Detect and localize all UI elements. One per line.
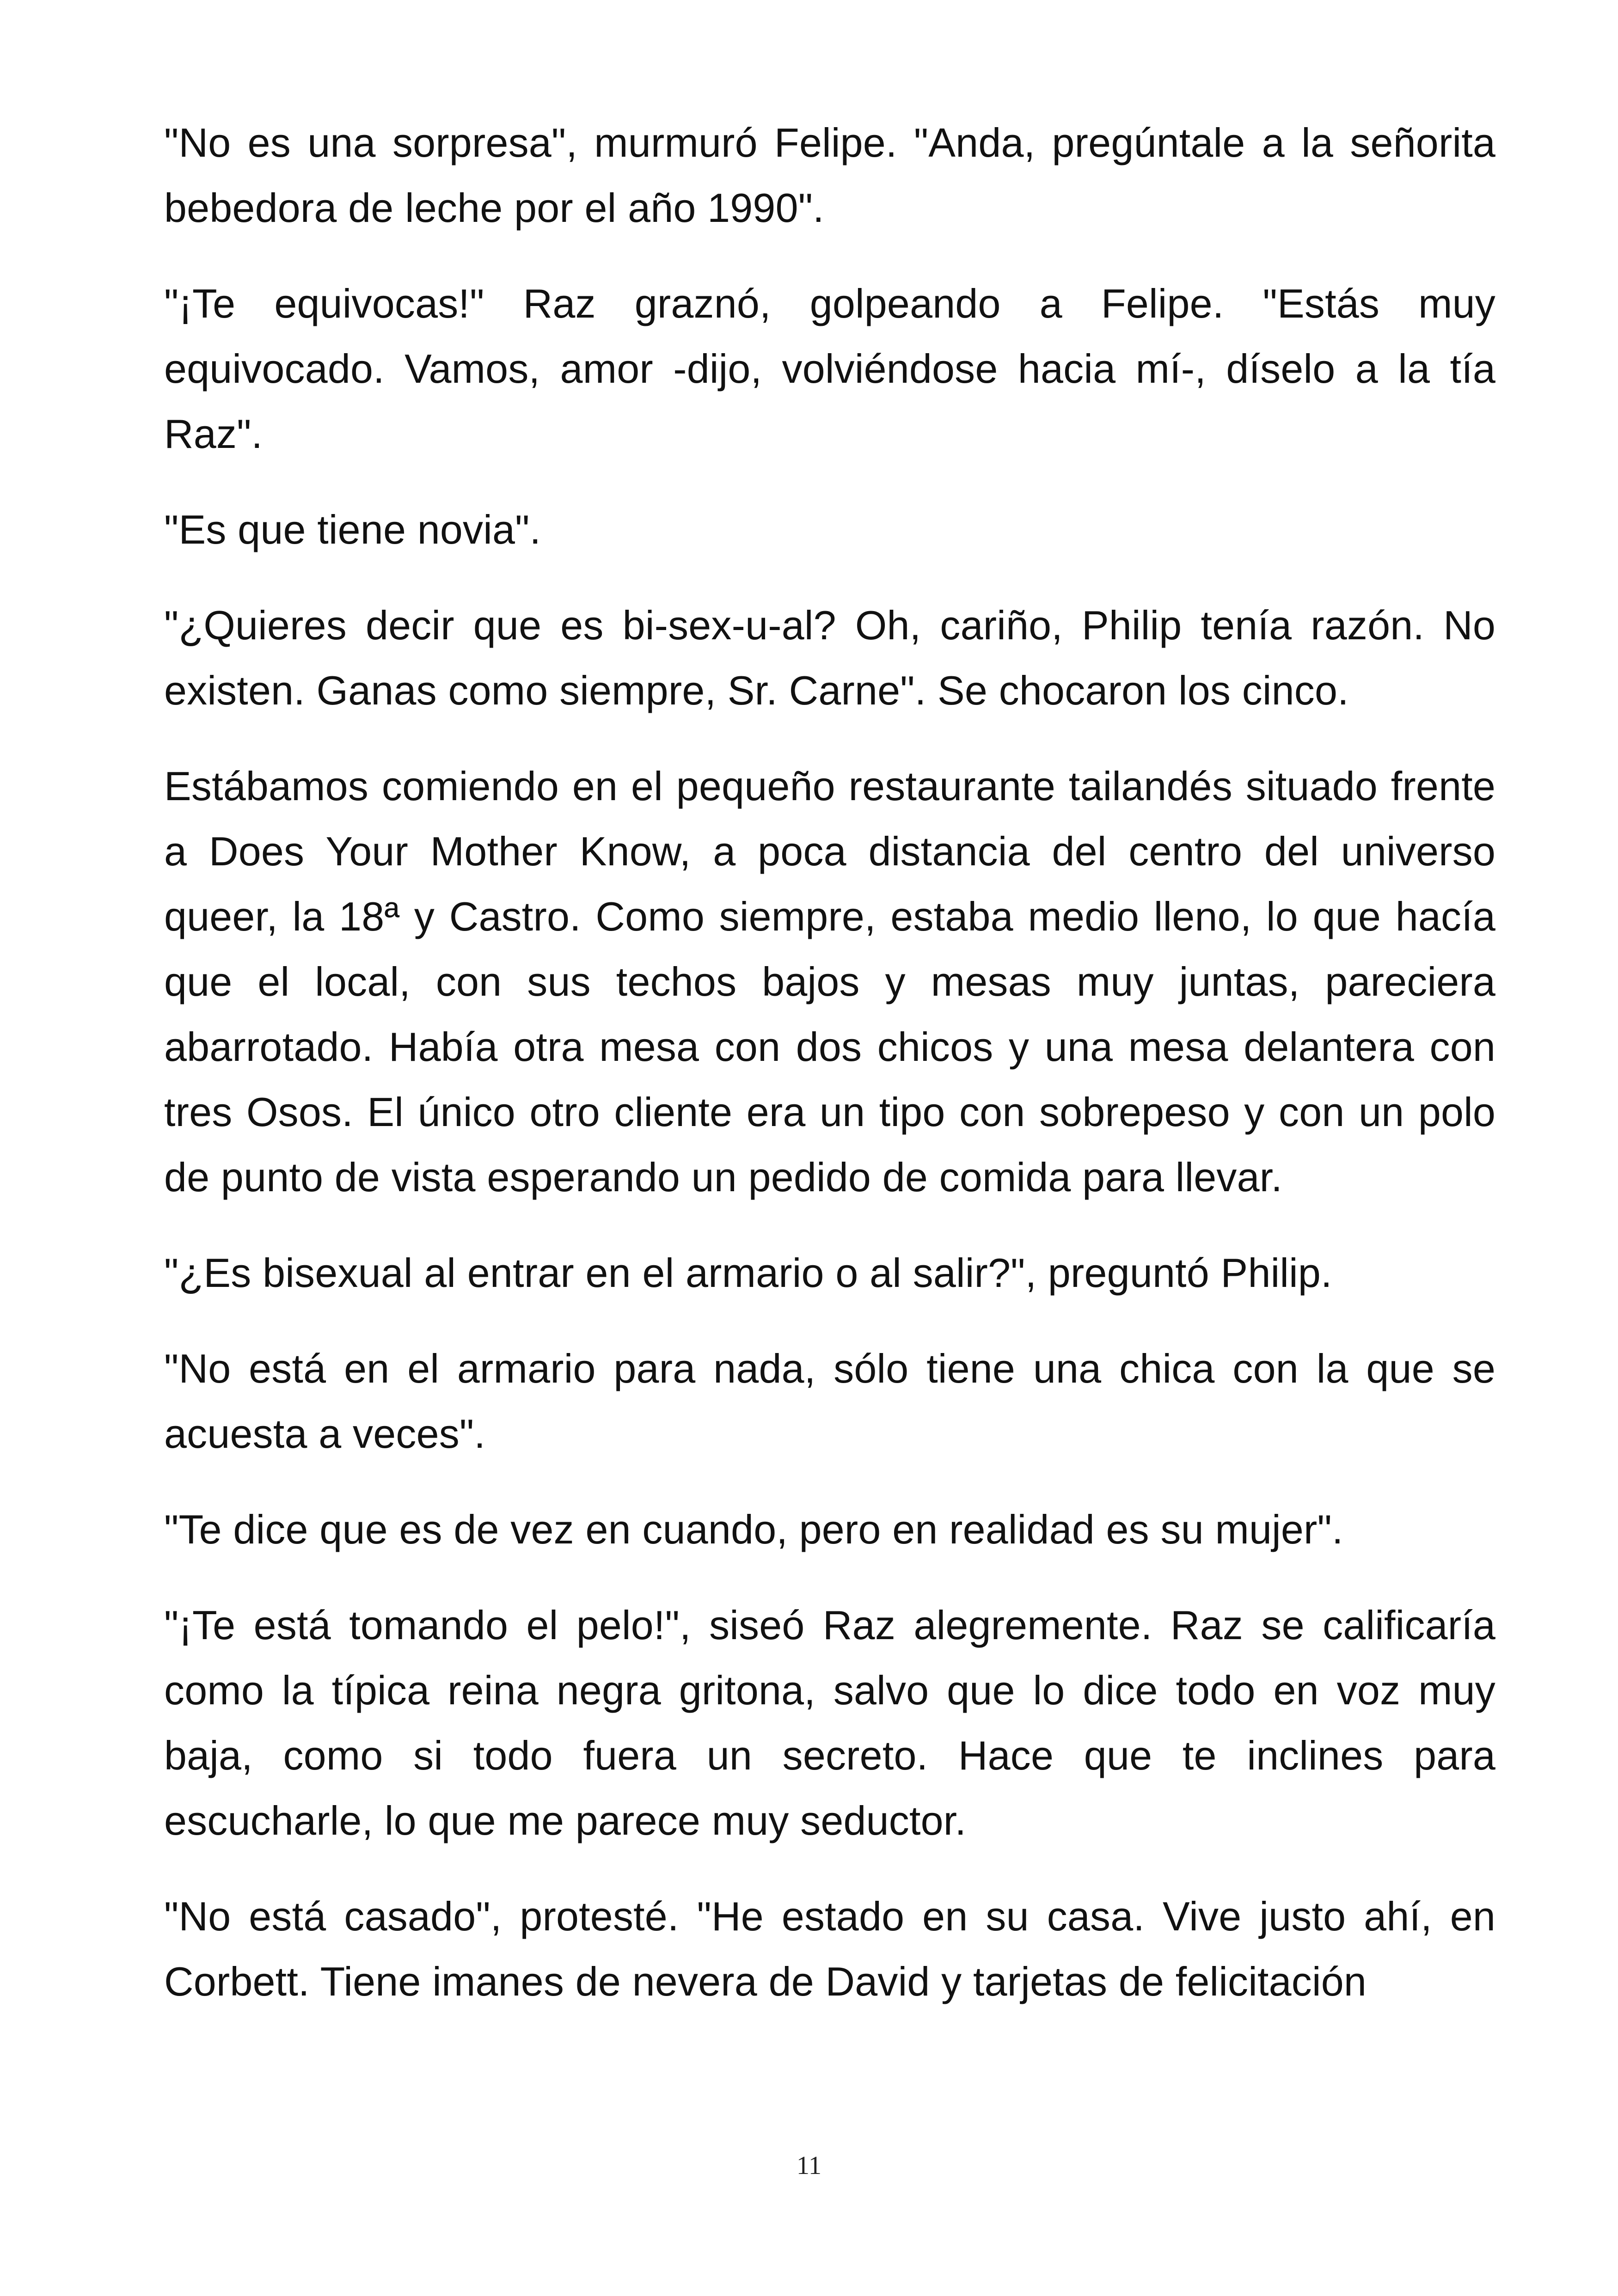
paragraph: "¿Quieres decir que es bi-sex-u-al? Oh, cariño, Philip tenía razón. No existen. Ganas como siempre, Sr. Carne". Se chocaron los cinco. [164,602,1495,713]
paragraph: "No está casado", protesté. "He estado en su casa. Vive justo ahí, en Corbett. Tiene imanes de nevera de David y tarjetas de felicitación [164,1893,1495,2004]
paragraph: "¡Te equivocas!" Raz graznó, golpeando a Felipe. "Estás muy equivocado. Vamos, amor -dijo, volviéndose hacia mí-, díselo a la tía Raz". [164,281,1495,457]
page-number: 11 [797,2151,821,2180]
paragraph: "¿Es bisexual al entrar en el armario o al salir?", preguntó Philip. [164,1250,1332,1296]
paragraph: "No está en el armario para nada, sólo tiene una chica con la que se acuesta a veces". [164,1346,1495,1457]
paragraph: "No es una sorpresa", murmuró Felipe. "Anda, pregúntale a la señorita bebedora de leche por el año 1990". [164,120,1495,231]
paragraph: Estábamos comiendo en el pequeño restaurante tailandés situado frente a Does Your Mother Know, a poca distancia del centro del universo queer, la 18ª y Castro. Como siempre, estaba medio lleno, lo que hacía que el local, con sus techos bajos y mesas muy juntas, pareciera abarrotado. Había otra mesa con dos chicos y una mesa delantera con tres Osos. El único otro cliente era un tipo con sobrepeso y con un polo de punto de vista esperando un pedido de comida para llevar. [164,763,1495,1200]
page-body [164,110,1495,2045]
paragraph: "Es que tiene novia". [164,507,541,552]
paragraph: "¡Te está tomando el pelo!", siseó Raz alegremente. Raz se calificaría como la típica reina negra gritona, salvo que lo dice todo en voz muy baja, como si todo fuera un secreto. Hace que te inclines para escucharle, lo que me parece muy seductor. [164,1602,1495,1843]
paragraph: "Te dice que es de vez en cuando, pero en realidad es su mujer". [164,1506,1343,1552]
